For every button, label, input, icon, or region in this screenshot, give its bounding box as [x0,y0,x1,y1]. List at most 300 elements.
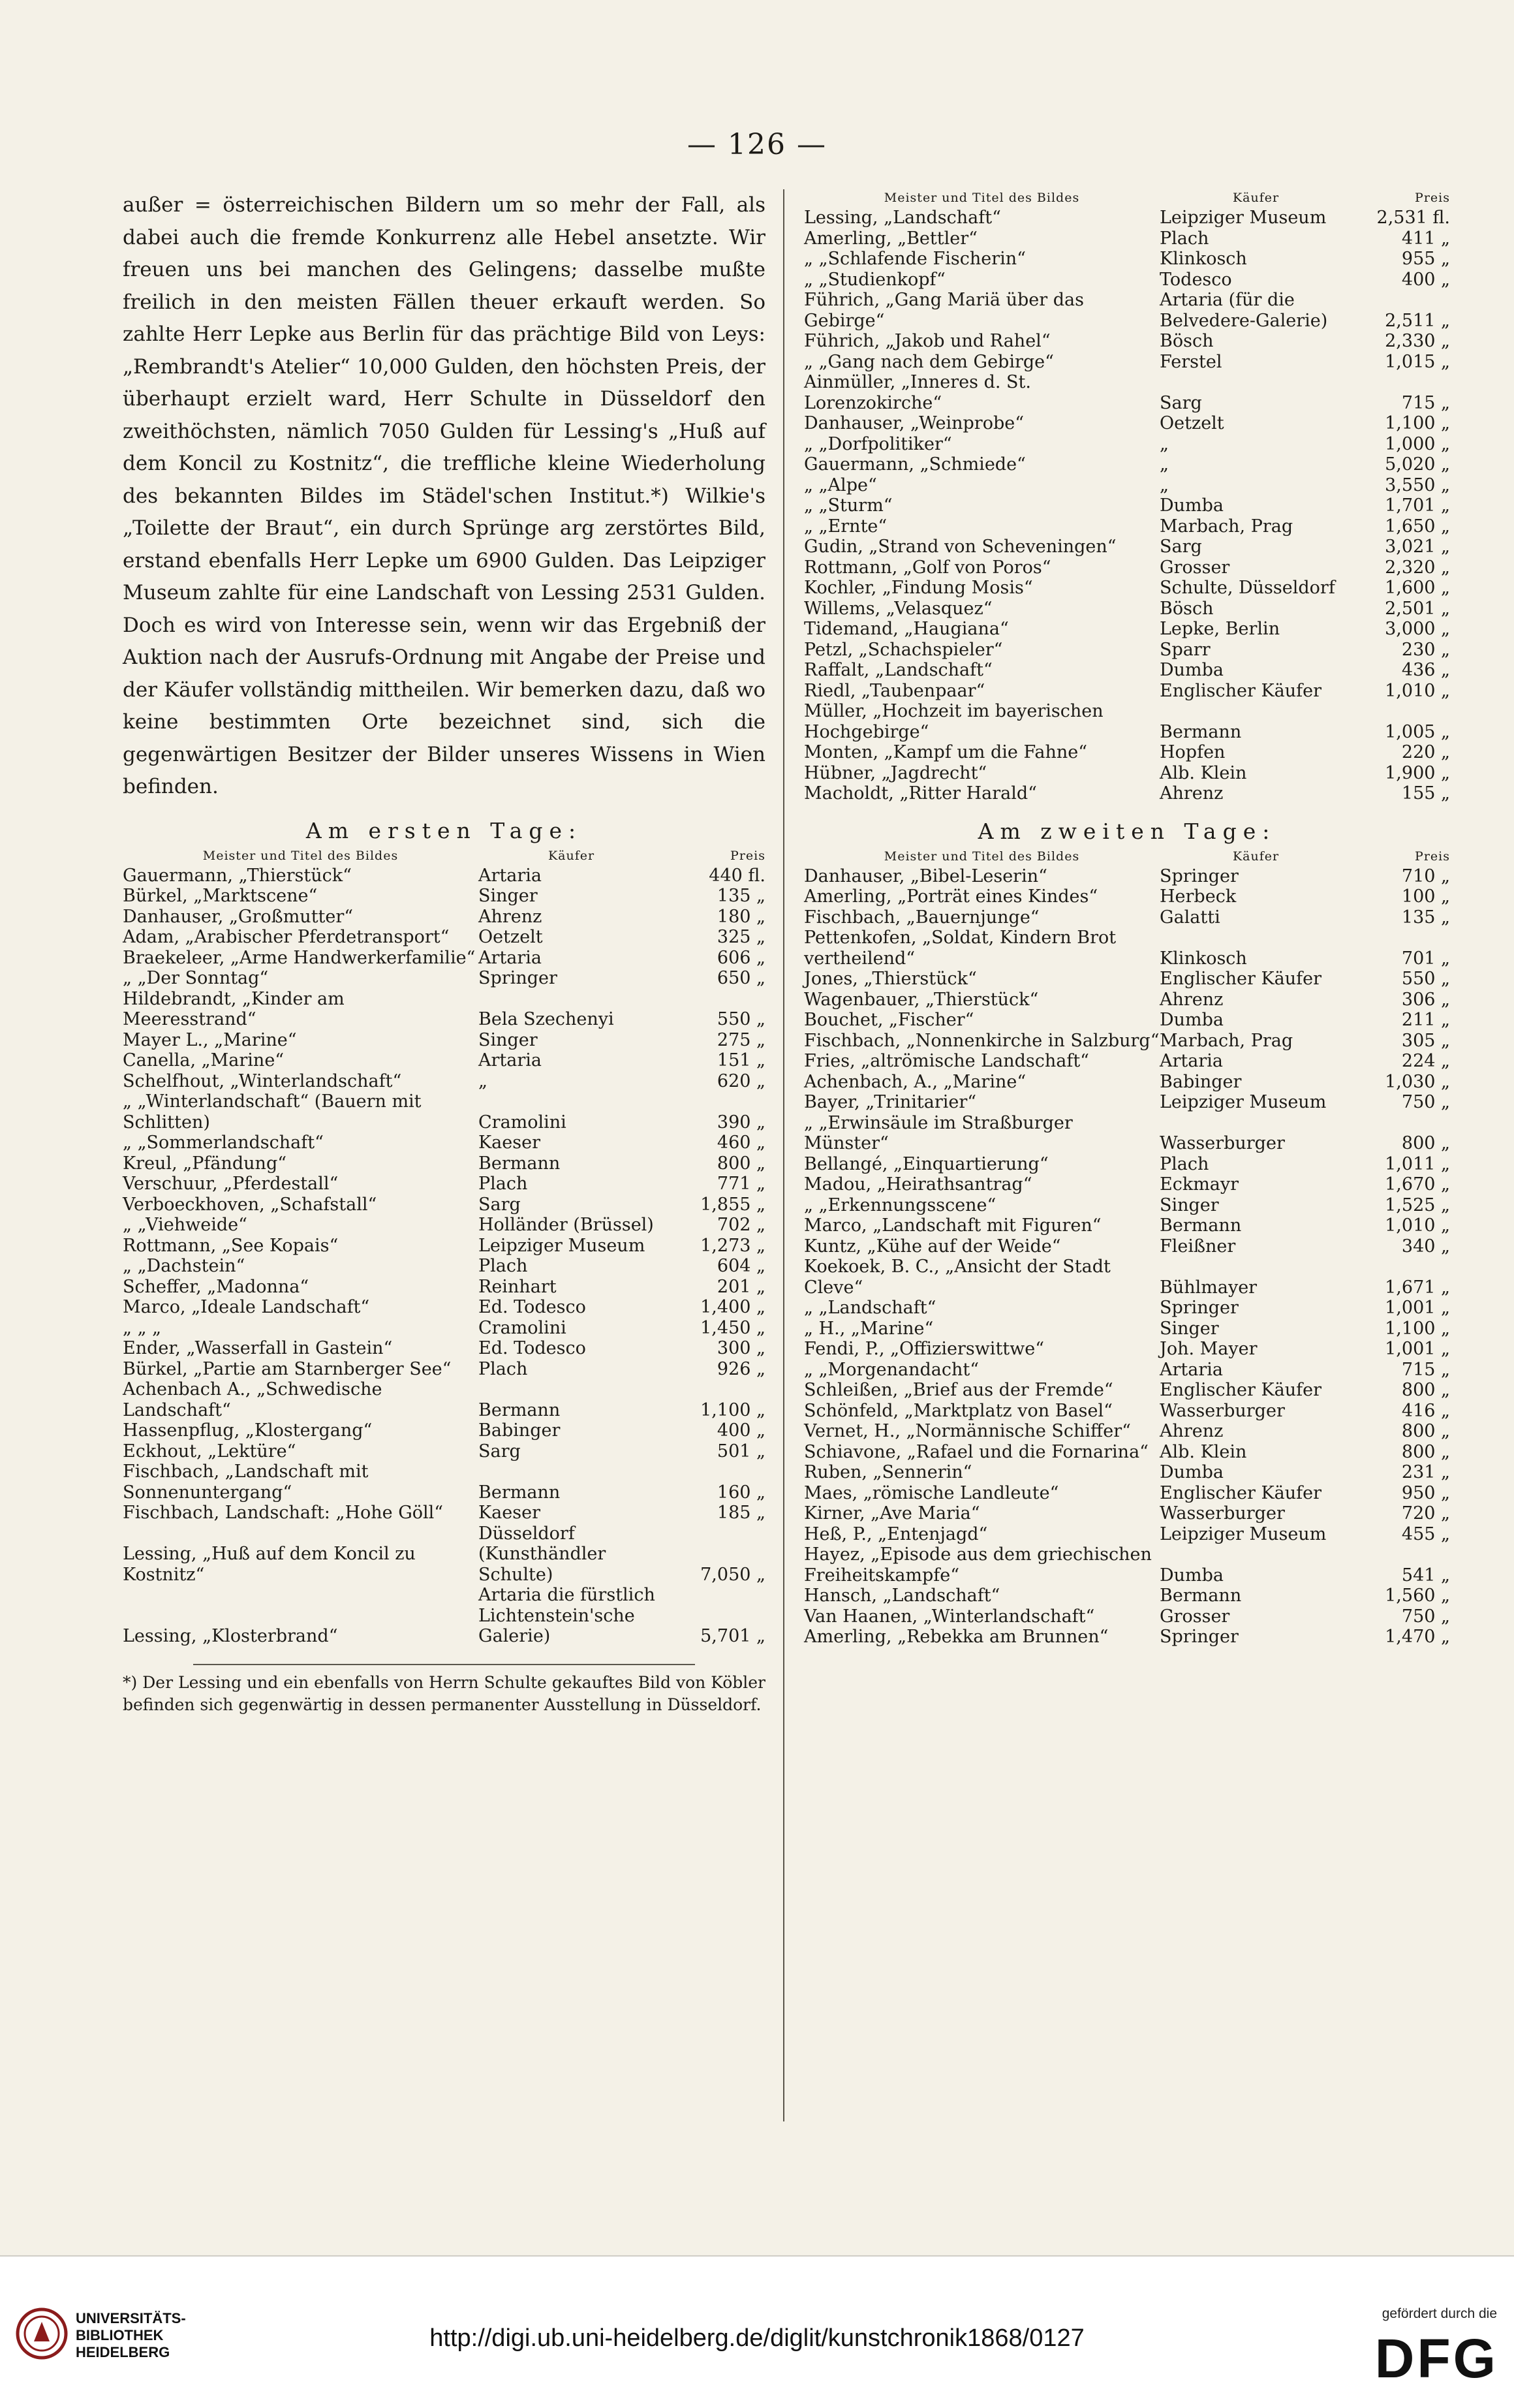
painting-title: Koekoek, B. C., „Ansicht der Stadt Cleve“ [804,1257,1111,1298]
table-row [123,1091,765,1133]
painting-title: Wagenbauer, „Thierstück“ [804,989,1039,1010]
price-value: 1,015 „ [1385,351,1450,372]
header-buyer: Käufer [1232,849,1280,864]
price-value: 710 „ [1401,866,1450,886]
continued-table-body [804,208,1450,804]
painting-title: „ „Schlafende Fischerin“ [804,249,1026,269]
painting-title: Ainmüller, „Inneres d. St. Lorenzokirche“ [804,372,1031,413]
painting-title: Adam, „Arabischer Pferdetransport“ [123,927,450,947]
table-row [804,969,1450,990]
price-value: 1,650 „ [1385,516,1450,537]
price-value: 211 „ [1401,1010,1450,1030]
buyer-name: Singer [478,886,538,906]
table-row [804,1051,1450,1072]
table-row [123,968,765,989]
price-value: 306 „ [1401,989,1450,1010]
price-value: 2,501 „ [1385,598,1450,619]
buyer-name: Schulte, Düsseldorf [1160,578,1335,598]
table-row [804,1339,1450,1360]
price-value: 3,021 „ [1385,537,1450,557]
painting-title: „ „Dorfpolitiker“ [804,433,952,454]
price-value: 550 „ [1401,969,1450,989]
table-row [804,640,1450,661]
painting-title: Raffalt, „Landschaft“ [804,660,993,680]
painting-title: Fendi, P., „Offizierswittwe“ [804,1339,1045,1359]
table-row [804,434,1450,455]
table-row [804,681,1450,702]
buyer-name: Dumba [1160,495,1224,516]
day1-heading: Am ersten Tage: [305,817,583,843]
table-row [123,1297,765,1318]
price-value: 750 „ [1401,1606,1450,1627]
day2-table-body [804,866,1450,1648]
price-value: 460 „ [717,1133,765,1153]
price-value: 300 „ [717,1338,765,1358]
buyer-name: Düsseldorf (Kunsthändler Schulte) [478,1523,606,1585]
header-buyer: Käufer [1232,191,1280,205]
table-row [123,1585,765,1647]
price-value: 155 „ [1401,783,1450,804]
buyer-name: Springer [1160,866,1239,886]
price-value: 160 „ [717,1482,765,1503]
price-value: 771 „ [717,1174,765,1194]
table-header-row [804,848,1450,866]
painting-title: Lessing, „Huß auf dem Koncil zu Kostnitz“ [123,1544,416,1585]
buyer-name: Fleißner [1160,1236,1236,1257]
buyer-name: Artaria [478,865,542,886]
price-value: 3,000 „ [1385,619,1450,639]
buyer-name: Dumba [1160,1462,1224,1482]
price-value: 275 „ [717,1029,765,1050]
buyer-name: Bermann [1160,721,1242,742]
table-row [804,1174,1450,1195]
table-row [804,495,1450,516]
right-column [804,189,1450,1648]
painting-title: Schiavone, „Rafael und die Fornarina“ [804,1441,1149,1462]
price-value: 955 „ [1401,249,1450,269]
source-url-link[interactable]: http://digi.ub.uni-heidelberg.de/diglit/kunstchronik1868/0127 [429,2324,1085,2352]
painting-title: Amerling, „Rebekka am Brunnen“ [804,1627,1109,1647]
painting-title: Hassenpflug, „Klostergang“ [123,1420,373,1441]
buyer-name: Artaria [1160,1359,1223,1380]
buyer-name: Hopfen [1160,742,1226,762]
header-buyer: Käufer [548,848,595,863]
table-row [123,1236,765,1257]
buyer-name: Dumba [1160,660,1224,680]
table-row [804,1483,1450,1504]
price-value: 230 „ [1401,639,1450,660]
price-value: 180 „ [717,906,765,927]
buyer-name: Singer [1160,1195,1219,1215]
painting-title: „ „Landschaft“ [804,1298,936,1318]
price-value: 702 „ [717,1215,765,1235]
buyer-name: Babinger [1160,1071,1242,1092]
painting-title: Tidemand, „Haugiana“ [804,619,1009,639]
day1-table-body [123,866,765,1647]
table-row [123,1524,765,1586]
table-row [804,1421,1450,1442]
painting-title: Ender, „Wasserfall in Gastein“ [123,1338,393,1358]
table-row [123,1215,765,1236]
buyer-name: Klinkosch [1160,249,1247,269]
price-value: 604 „ [717,1256,765,1276]
buyer-name: Englischer Käufer [1160,969,1322,989]
painting-title: Bouchet, „Fischer“ [804,1010,974,1030]
painting-title: Gudin, „Strand von Scheveningen“ [804,537,1117,557]
buyer-name: Springer [478,968,557,988]
table-row [804,208,1450,228]
buyer-name: Wasserburger [1160,1133,1285,1153]
price-value: 1,005 „ [1385,721,1450,742]
table-row [804,1524,1450,1545]
intro-paragraph: außer = österreichischen Bildern um so mehr der Fall, als dabei auch die fremde Konkurrenz alle Hebel ansetzte. Wir freuen uns bei manchen des Gelingens; dasselbe mußte freilich in den meisten Fällen theuer erkauft werden. So zahlte Herr Lepke aus Berlin für das prächtige Bild von Leys: „Rembrandt's Atelier“ 10,000 Gulden, den höchsten Preis, der überhaupt erzielt ward, Herr Schulte in Düsseldorf den zweithöchsten, nämlich 7050 Gulden für Lessing's „Huß auf dem Koncil zu Kostnitz“, die treffliche kleine Wiederholung des bekannten Bildes im Städel'schen Institut.*) Wilkie's „Toilette der Braut“, ein durch Sprünge arg zerstörtes Bild, erstand ebenfalls Herr Lepke um 6900 Gulden. Das Leipziger Museum zahlte für eine Landschaft von Lessing 2531 Gulden. Doch es wird von Interesse sein, wenn wir das Ergebniß der Auktion nach der Ausrufs-Ordnung mit Angabe der Preise und der Käufer vollständig mittheilen. Wir bemerken dazu, daß wo keine bestimmten Orte bezeichnet sind, sich die gegenwärtigen Besitzer der Bilder unseres Wissens in Wien befinden. [123,193,765,798]
price-value: 416 „ [1401,1400,1450,1421]
price-value: 1,670 „ [1385,1174,1450,1195]
painting-title: „ „Alpe“ [804,475,877,495]
table-row [804,1627,1450,1648]
painting-title: „ H., „Marine“ [804,1318,934,1339]
painting-title: Führich, „Jakob und Rahel“ [804,331,1051,351]
price-value: 1,001 „ [1385,1339,1450,1359]
table-row [804,1380,1450,1401]
table-row [804,1257,1450,1298]
buyer-name: Plach [1160,1153,1209,1174]
buyer-name: Ahrenz [1160,989,1224,1010]
price-value: 100 „ [1401,886,1450,907]
buyer-name: Herbeck [1160,886,1237,907]
painting-title: Fischbach, „Bauernjunge“ [804,907,1040,928]
buyer-name: Cramolini [478,1317,566,1338]
painting-title: „ „ „ [123,1317,162,1338]
painting-title: Kuntz, „Kühe auf der Weide“ [804,1236,1061,1257]
header-price: Preis [1415,849,1450,864]
buyer-name: Ferstel [1160,351,1222,372]
painting-title: Willems, „Velasquez“ [804,598,993,619]
price-value: 5,701 „ [700,1626,765,1646]
price-value: 135 „ [1401,907,1450,928]
painting-title: Verboeckhoven, „Schafstall“ [123,1194,377,1215]
price-value: 1,010 „ [1385,680,1450,701]
buyer-name: Plach [478,1174,528,1194]
price-value: 411 „ [1401,228,1450,249]
buyer-name: Artaria [478,1050,542,1071]
buyer-name: Bela Szechenyi [478,1009,614,1029]
price-value: 701 „ [1401,948,1450,969]
table-row [804,516,1450,537]
price-value: 135 „ [717,886,765,906]
price-value: 1,900 „ [1385,762,1450,783]
table-row [804,763,1450,784]
painting-title: Monten, „Kampf um die Fahne“ [804,742,1088,762]
painting-title: Heß, P., „Entenjagd“ [804,1524,988,1544]
table-row [804,928,1450,969]
table-row [804,1360,1450,1381]
painting-title: Müller, „Hochzeit im bayerischen Hochgebirge“ [804,701,1104,742]
buyer-name: Eckmayr [1160,1174,1239,1195]
painting-title: „ „Winterlandschaft“ (Bauern mit Schlitten) [123,1091,422,1133]
price-value: 926 „ [717,1358,765,1379]
price-value: 1,400 „ [700,1297,765,1317]
header-price: Preis [1415,191,1450,205]
buyer-name: Dumba [1160,1010,1224,1030]
table-row [123,927,765,948]
table-row [804,1319,1450,1339]
table-row [123,886,765,907]
painting-title: Fischbach, „Landschaft mit Sonnenuntergang“ [123,1462,369,1503]
buyer-name: Sarg [1160,537,1202,557]
price-value: 501 „ [717,1441,765,1462]
table-row [804,454,1450,475]
painting-title: Schönfeld, „Marktplatz von Basel“ [804,1400,1113,1421]
buyer-name: Leipziger Museum [478,1235,645,1256]
buyer-name: Marbach, Prag [1160,516,1293,537]
buyer-name: Sarg [478,1441,521,1462]
table-row [123,1318,765,1339]
buyer-name: Sparr [1160,639,1211,660]
buyer-name: Bermann [478,1153,561,1174]
painting-title: Van Haanen, „Winterlandschaft“ [804,1606,1095,1627]
table-row [804,249,1450,270]
painting-title: Danhauser, „Weinprobe“ [804,413,1025,433]
painting-title: Achenbach A., „Schwedische Landschaft“ [123,1379,382,1420]
painting-title: Bayer, „Trinitarier“ [804,1092,977,1112]
table-row [804,886,1450,907]
table-row [123,1441,765,1462]
painting-title: Amerling, „Bettler“ [804,228,978,249]
painting-title: „ „Erwinsäule im Straßburger Münster“ [804,1112,1073,1153]
table-row [123,1256,765,1277]
dfg-logo: DFG [1374,2328,1498,2389]
buyer-name: Oetzelt [478,927,543,947]
table-row [804,557,1450,578]
table-row [804,372,1450,413]
price-value: 1,470 „ [1385,1627,1450,1647]
price-value: 1,525 „ [1385,1195,1450,1215]
buyer-name: Singer [478,1029,538,1050]
price-value: 800 „ [1401,1380,1450,1400]
buyer-name: „ [1160,433,1169,454]
header-title: Meister und Titel des Bildes [884,849,1080,864]
painting-title: Petzl, „Schachspieler“ [804,639,1003,660]
buyer-name: Bermann [1160,1586,1242,1606]
price-value: 7,050 „ [700,1564,765,1585]
price-value: 1,600 „ [1385,578,1450,598]
painting-title: Madou, „Heirathsantrag“ [804,1174,1032,1195]
buyer-name: Singer [1160,1318,1219,1339]
painting-title: Ruben, „Sennerin“ [804,1462,972,1482]
painting-title: Jones, „Thierstück“ [804,969,977,989]
painting-title: Fischbach, „Nonnenkirche in Salzburg“ [804,1030,1160,1051]
price-value: 650 „ [717,968,765,988]
painting-title: Hansch, „Landschaft“ [804,1586,1000,1606]
table-row [804,1215,1450,1236]
price-value: 1,100 „ [1385,413,1450,433]
price-value: 400 „ [717,1420,765,1441]
buyer-name: „ [1160,475,1169,495]
buyer-name: Bermann [1160,1215,1242,1236]
table-row [804,1606,1450,1627]
painting-title: Gauermann, „Thierstück“ [123,865,352,886]
buyer-name: Artaria [1160,1051,1223,1071]
painting-title: Canella, „Marine“ [123,1050,285,1071]
painting-title: Achenbach, A., „Marine“ [804,1071,1027,1092]
painting-title: Hayez, „Episode aus dem griechischen Freiheitskampfe“ [804,1544,1152,1586]
price-value: 1,030 „ [1385,1071,1450,1092]
painting-title: Bürkel, „Partie am Starnberger See“ [123,1358,452,1379]
table-row [123,1462,765,1503]
buyer-name: Artaria (für die Belvedere-Galerie) [1160,290,1328,331]
price-value: 950 „ [1401,1482,1450,1503]
price-value: 1,011 „ [1385,1153,1450,1174]
painting-title: Rottmann, „See Kopais“ [123,1235,339,1256]
continued-table [804,189,1450,804]
table-row [804,1072,1450,1093]
buyer-name: „ [1160,454,1169,475]
buyer-name: Artaria [478,947,542,968]
price-value: 550 „ [717,1009,765,1029]
university-library-logo-text: UNIVERSITÄTS- BIBLIOTHEK HEIDELBERG [76,2310,186,2360]
table-row [804,1236,1450,1257]
table-row [804,907,1450,928]
table-row [804,578,1450,599]
table-row [123,1195,765,1215]
price-value: 1,010 „ [1385,1215,1450,1236]
painting-title: Rottmann, „Golf von Poros“ [804,557,1051,578]
buyer-name: Englischer Käufer [1160,1482,1322,1503]
table-row [123,907,765,928]
table-row [804,270,1450,290]
table-row [804,660,1450,681]
painting-title: Hildebrandt, „Kinder am Meeresstrand“ [123,988,345,1029]
table-row [123,1050,765,1071]
price-value: 800 „ [1401,1133,1450,1153]
painting-title: Führich, „Gang Mariä über das Gebirge“ [804,290,1084,331]
buyer-name: Kaeser [478,1133,540,1153]
price-value: 1,560 „ [1385,1586,1450,1606]
table-row [804,990,1450,1010]
painting-title: „ „Sturm“ [804,495,893,516]
price-value: 1,450 „ [700,1317,765,1338]
table-row [804,228,1450,249]
painting-title: Kreul, „Pfändung“ [123,1153,287,1174]
price-value: 400 „ [1401,269,1450,290]
painting-title: Vernet, H., „Normännische Schiffer“ [804,1421,1131,1441]
price-value: 220 „ [1401,742,1450,762]
table-row [804,1195,1450,1216]
day2-heading: Am zweiten Tage: [978,818,1276,844]
table-row [804,742,1450,763]
price-value: 800 „ [1401,1421,1450,1441]
left-column [123,189,765,1716]
painting-title: „ „Ernte“ [804,516,888,537]
table-row [123,1359,765,1380]
table-row [123,1153,765,1174]
table-row [804,1031,1450,1052]
painting-title: „ „Gang nach dem Gebirge“ [804,351,1054,372]
table-row [804,290,1450,331]
price-value: 2,531 fl. [1376,208,1450,228]
painting-title: Danhauser, „Bibel-Leserin“ [804,866,1047,886]
price-value: 185 „ [717,1503,765,1523]
buyer-name: Ahrenz [1160,783,1224,804]
price-value: 390 „ [717,1112,765,1133]
painting-title: „ „Studienkopf“ [804,269,946,290]
painting-title: „ „Dachstein“ [123,1256,245,1276]
painting-title: Bürkel, „Marktscene“ [123,886,318,906]
day1-table [123,847,765,1647]
price-value: 151 „ [717,1050,765,1071]
painting-title: Amerling, „Porträt eines Kindes“ [804,886,1098,907]
table-row [804,783,1450,804]
table-header-row [804,189,1450,208]
buyer-name: Leipziger Museum [1160,1092,1327,1112]
buyer-name: Bühlmayer [1160,1277,1258,1298]
table-row [123,1338,765,1359]
buyer-name: Sarg [478,1194,521,1215]
painting-title: Marco, „Landschaft mit Figuren“ [804,1215,1102,1236]
table-row [804,475,1450,496]
buyer-name: Holländer (Brüssel) [478,1215,654,1235]
footnote-rule [193,1664,694,1665]
table-row [804,1462,1450,1483]
buyer-name: Todesco [1160,269,1232,290]
table-row [804,1586,1450,1606]
table-row [804,352,1450,373]
buyer-name: Babinger [478,1420,561,1441]
painting-title: Danhauser, „Großmutter“ [123,906,354,927]
painting-title: Eckhout, „Lektüre“ [123,1441,296,1462]
price-value: 201 „ [717,1276,765,1297]
painting-title: Bellangé, „Einquartierung“ [804,1153,1049,1174]
price-value: 1,000 „ [1385,433,1450,454]
buyer-name: Ahrenz [478,906,542,927]
table-row [123,866,765,886]
table-row [804,701,1450,742]
price-value: 1,273 „ [700,1235,765,1256]
price-value: 720 „ [1401,1503,1450,1524]
buyer-name: Grosser [1160,557,1230,578]
price-value: 305 „ [1401,1030,1450,1051]
buyer-name: Grosser [1160,1606,1230,1627]
buyer-name: Ed. Todesco [478,1338,586,1358]
table-row [123,1174,765,1195]
buyer-name: Wasserburger [1160,1503,1285,1524]
header-title: Meister und Titel des Bildes [202,848,399,863]
buyer-name: Alb. Klein [1160,1441,1247,1462]
painting-title: Mayer L., „Marine“ [123,1029,297,1050]
day2-table [804,848,1450,1648]
table-row [804,866,1450,887]
price-value: 5,020 „ [1385,454,1450,475]
table-row [804,599,1450,619]
buyer-name: Oetzelt [1160,413,1224,433]
painting-title: Gauermann, „Schmiede“ [804,454,1026,475]
buyer-name: Springer [1160,1298,1239,1318]
painting-title: Lessing, „Klosterbrand“ [123,1626,338,1646]
price-value: 1,701 „ [1385,495,1450,516]
buyer-name: Springer [1160,1627,1239,1647]
painting-title: „ „Morgenandacht“ [804,1359,980,1380]
price-value: 800 „ [717,1153,765,1174]
price-value: 340 „ [1401,1236,1450,1257]
buyer-name: Bermann [478,1482,561,1503]
table-row [804,1092,1450,1113]
price-value: 1,001 „ [1385,1298,1450,1318]
painting-title: Fries, „altrömische Landschaft“ [804,1051,1089,1071]
price-value: 440 fl. [709,865,765,886]
buyer-name: Wasserburger [1160,1400,1285,1421]
price-value: 231 „ [1401,1462,1450,1482]
